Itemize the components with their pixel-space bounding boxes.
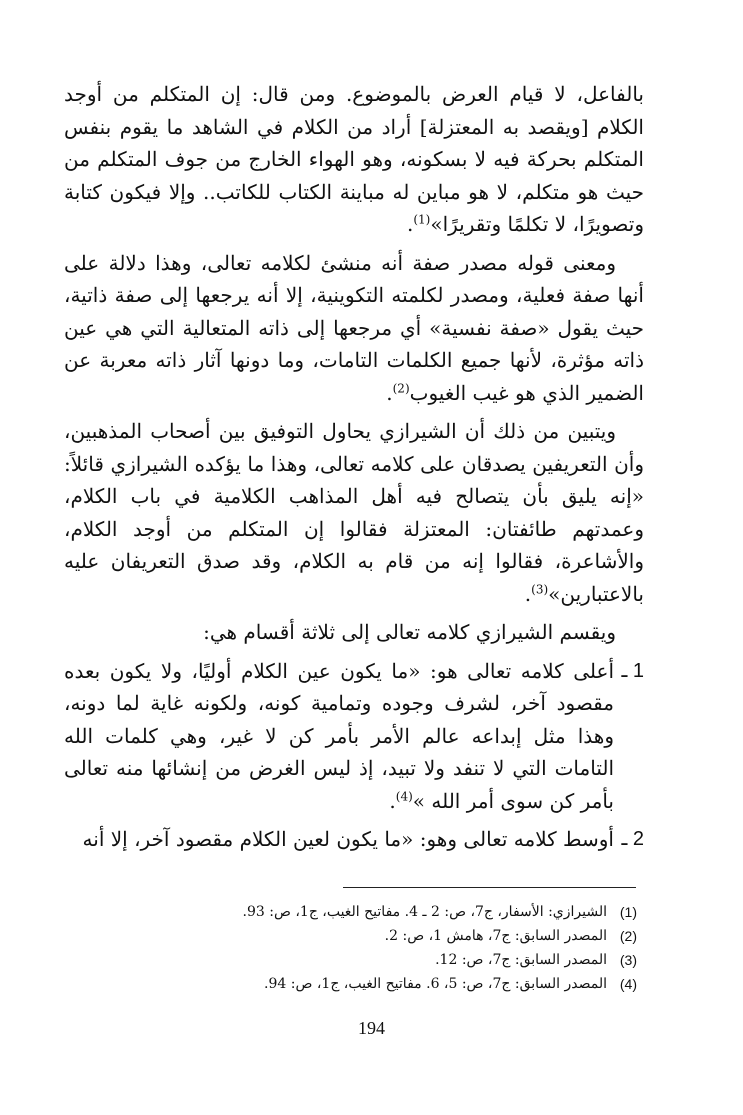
footnote-ref-3: (3) [531, 581, 549, 596]
paragraph-4: ويقسم الشيرازي كلامه تعالى إلى ثلاثة أقسام هي: [203, 620, 616, 644]
footnote: (1) الشيرازي: الأسفار، ج7، ص: 2 ـ 4. مفاتيح الغيب، ج1، ص: 93. [242, 904, 637, 920]
paragraph-1: بالفاعل، لا قيام العرض بالموضوع. ومن قال: إن المتكلم من أوجد الكلام [ويقصد به المعتزلة] أراد من الكلام في الشاهد ما يقوم بنفس المتكلم بحركة فيه لا بسكونه، وهو الهواء الخارج من جوف المتكلم من حيث هو متكلم، لا هو مباين له مباينة الكتاب للكاتب.. وإلا فيكون كتابة وتصويرًا، لا تكلمًا وتقريرًا»$^{(1)}$. [64, 82, 644, 236]
footnote-ref-2: (2) [392, 380, 410, 395]
footnote: (2) المصدر السابق: ج7، هامش 1، ص: 2. [384, 928, 637, 944]
list-item-text: أوسط كلامه تعالى وهو: «ما يكون لعين الكلام مقصود آخر، إلا أنه [82, 827, 614, 851]
list-item-1 [64, 655, 644, 818]
main-text [64, 78, 644, 856]
footnote-ref-1: (1) [413, 212, 431, 227]
list-item-number: 2 ـ [621, 828, 644, 850]
list-item-2 [64, 823, 644, 856]
paragraph-3: ويتبين من ذلك أن الشيرازي يحاول التوفيق بين أصحاب المذهبين، وأن التعريفين يصدقان على كلامه تعالى، وهذا ما يؤكده الشيرازي قائلاً: «إنه يليق بأن يتصالح فيه أهل المذاهب الكلامية في باب الكلام، وعمدتهم طائفتان: المعتزلة فقالوا إن المتكلم من أوجد الكلام، والأشاعرة، فقالوا إنه من قام به الكلام، وقد صدق التعريفان عليه بالاعتبارين»$^{(3)}$. [64, 419, 644, 606]
footnote: (4) المصدر السابق: ج7، ص: 5، 6. مفاتيح الغيب، ج1، ص: 94. [264, 976, 637, 992]
page-number: 194 [358, 1018, 385, 1038]
paragraph-2: ومعنى قوله مصدر صفة أنه منشئ لكلامه تعالى، وهذا دلالة على أنها صفة فعلية، ومصدر لكلمته التكوينية، إلا أنه يرجعها إلى صفة ذاتية، حيث يقول «صفة نفسية» أي مرجعها إلى ذاته المتعالية التي هي عين ذاته مؤثرة، لأنها جميع الكلمات التامات، وما دونها آثار ذاته معربة عن الضمير الذي هو غيب الغيوب$^{(2)}$. [64, 250, 644, 405]
footnotes [140, 900, 637, 996]
list-item-text: أعلى كلامه تعالى هو: «ما يكون عين الكلام أوليًا، ولا يكون بعده مقصود آخر، لشرف وجوده وتمامية كونه، ولكونه غاية لما دونه، وهذا مثل إبداعه عالم الأمر بأمر كن لا غير، وهي كلمات الله التامات التي لا تنفد ولا تبيد، إذ ليس الغرض من إنشائها منه تعالى بأمر كن سوى أمر الله »$^{(4)}$. [64, 658, 614, 813]
footnote-divider [343, 887, 636, 888]
list-item-number: 1 ـ [621, 659, 644, 682]
footnote-ref-4: (4) [395, 788, 413, 803]
footnote: (3) المصدر السابق: ج7، ص: 12. [435, 952, 637, 968]
